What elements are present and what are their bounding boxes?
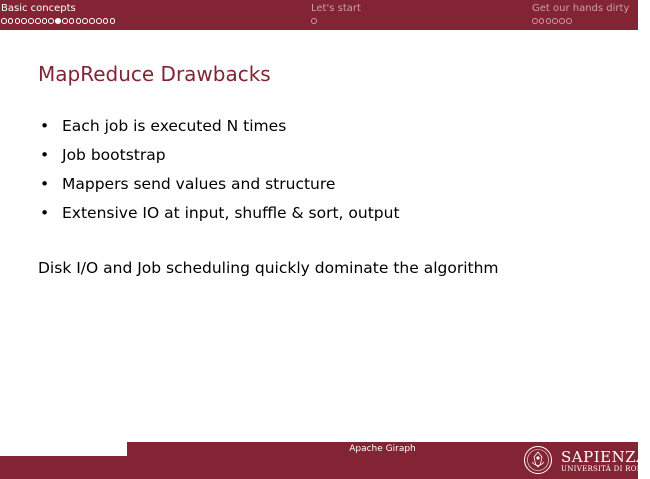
navigation-bar	[0, 0, 638, 30]
nav-section-get-our-hands-dirty[interactable]	[532, 3, 629, 24]
frame-dot[interactable]	[110, 18, 116, 24]
bullet-icon: •	[40, 204, 50, 222]
bullet-icon: •	[40, 175, 50, 193]
nav-section-lets-start[interactable]	[311, 3, 361, 24]
list-item	[40, 203, 400, 232]
frame-dots	[311, 18, 361, 24]
bullet-icon: •	[40, 146, 50, 164]
bullet-text: Job bootstrap	[62, 146, 166, 164]
logo-subtitle: UNIVERSITÀ DI ROMA	[561, 465, 650, 473]
frame-dot[interactable]	[42, 18, 48, 24]
frame-dot[interactable]	[76, 18, 82, 24]
frame-dot[interactable]	[62, 18, 68, 24]
footer-title: Apache Giraph	[349, 444, 416, 454]
bullet-text: Mappers send values and structure	[62, 175, 336, 193]
seal-icon	[523, 445, 553, 475]
bullet-text: Each job is executed N times	[62, 117, 287, 135]
frame-dot[interactable]	[566, 18, 572, 24]
frame-dot[interactable]	[89, 18, 95, 24]
bullet-text: Extensive IO at input, shuffle & sort, output	[62, 204, 400, 222]
frame-dot[interactable]	[55, 18, 61, 24]
frame-dot[interactable]	[69, 18, 75, 24]
frame-dot[interactable]	[311, 18, 317, 24]
frame-dot[interactable]	[532, 18, 538, 24]
frame-dot[interactable]	[48, 18, 54, 24]
nav-section-label[interactable]: Let's start	[311, 3, 361, 14]
list-item	[40, 174, 400, 203]
frame-dot[interactable]	[1, 18, 7, 24]
bullet-icon: •	[40, 117, 50, 135]
university-logo	[519, 445, 650, 477]
bullet-list	[40, 116, 400, 232]
nav-section-label[interactable]: Get our hands dirty	[532, 3, 630, 14]
footer-left-blank	[0, 442, 127, 456]
frame-dots	[532, 18, 629, 24]
nav-section-basic-concepts[interactable]	[1, 3, 115, 24]
frame-dot[interactable]	[82, 18, 88, 24]
frame-dot[interactable]	[28, 18, 34, 24]
frame-dot[interactable]	[35, 18, 41, 24]
frame-dot[interactable]	[546, 18, 552, 24]
frame-dot[interactable]	[103, 18, 109, 24]
frame-dot[interactable]	[559, 18, 565, 24]
frame-dot[interactable]	[21, 18, 27, 24]
list-item	[40, 145, 400, 174]
slide-title: MapReduce Drawbacks	[38, 62, 271, 86]
logo-wordmark: SAPIENZA	[561, 448, 648, 466]
frame-dot[interactable]	[8, 18, 14, 24]
frame-dot[interactable]	[539, 18, 545, 24]
frame-dot[interactable]	[15, 18, 21, 24]
summary-statement: Disk I/O and Job scheduling quickly dominate the algorithm	[38, 259, 499, 277]
frame-dot[interactable]	[96, 18, 102, 24]
list-item	[40, 116, 400, 145]
frame-dots	[1, 18, 115, 24]
frame-dot[interactable]	[552, 18, 558, 24]
nav-section-label[interactable]: Basic concepts	[1, 3, 76, 14]
